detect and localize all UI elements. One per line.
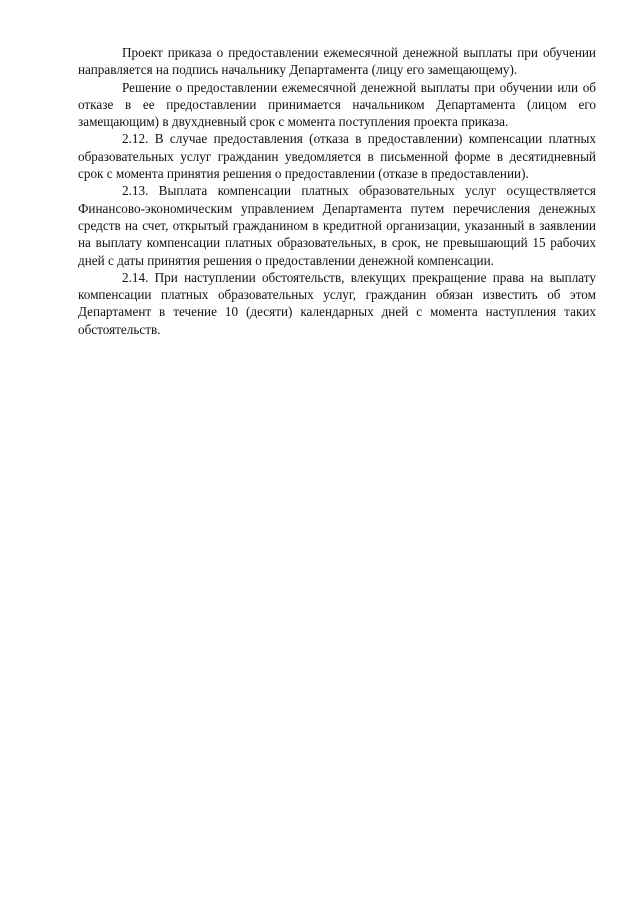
- paragraph-2-13: 2.13. Выплата компенсации платных образовательных услуг осуществляется Финансово-экономическим управлением Департамента путем перечисления денежных средств на счет, открытый гражданином в кредитной организации, указанный в заявлении на выплату компенсации платных образовательных, в срок, не превышающий 15 рабочих дней с даты принятия решения о предоставлении денежной компенсации.: [78, 183, 596, 268]
- paragraph-2-14: 2.14. При наступлении обстоятельств, влекущих прекращение права на выплату компенсации платных образовательных услуг, гражданин обязан известить об этом Департамент в течение 10 (десяти) календарных дней с момента наступления таких обстоятельств.: [78, 269, 596, 337]
- document-page: [78, 44, 596, 338]
- paragraph-decision: Решение о предоставлении ежемесячной денежной выплаты при обучении или об отказе в ее предоставлении принимается начальником Департамента (лицом его замещающим) в двухдневный срок с момента поступления проекта приказа.: [78, 79, 596, 130]
- paragraph-2-12: 2.12. В случае предоставления (отказа в предоставлении) компенсации платных образовательных услуг гражданин уведомляется в письменной форме в десятидневный срок с момента принятия решения о предоставлении (отказе в предоставлении).: [78, 131, 596, 182]
- paragraph-order-draft: Проект приказа о предоставлении ежемесячной денежной выплаты при обучении направляется на подпись начальнику Департамента (лицу его замещающему).: [78, 45, 596, 78]
